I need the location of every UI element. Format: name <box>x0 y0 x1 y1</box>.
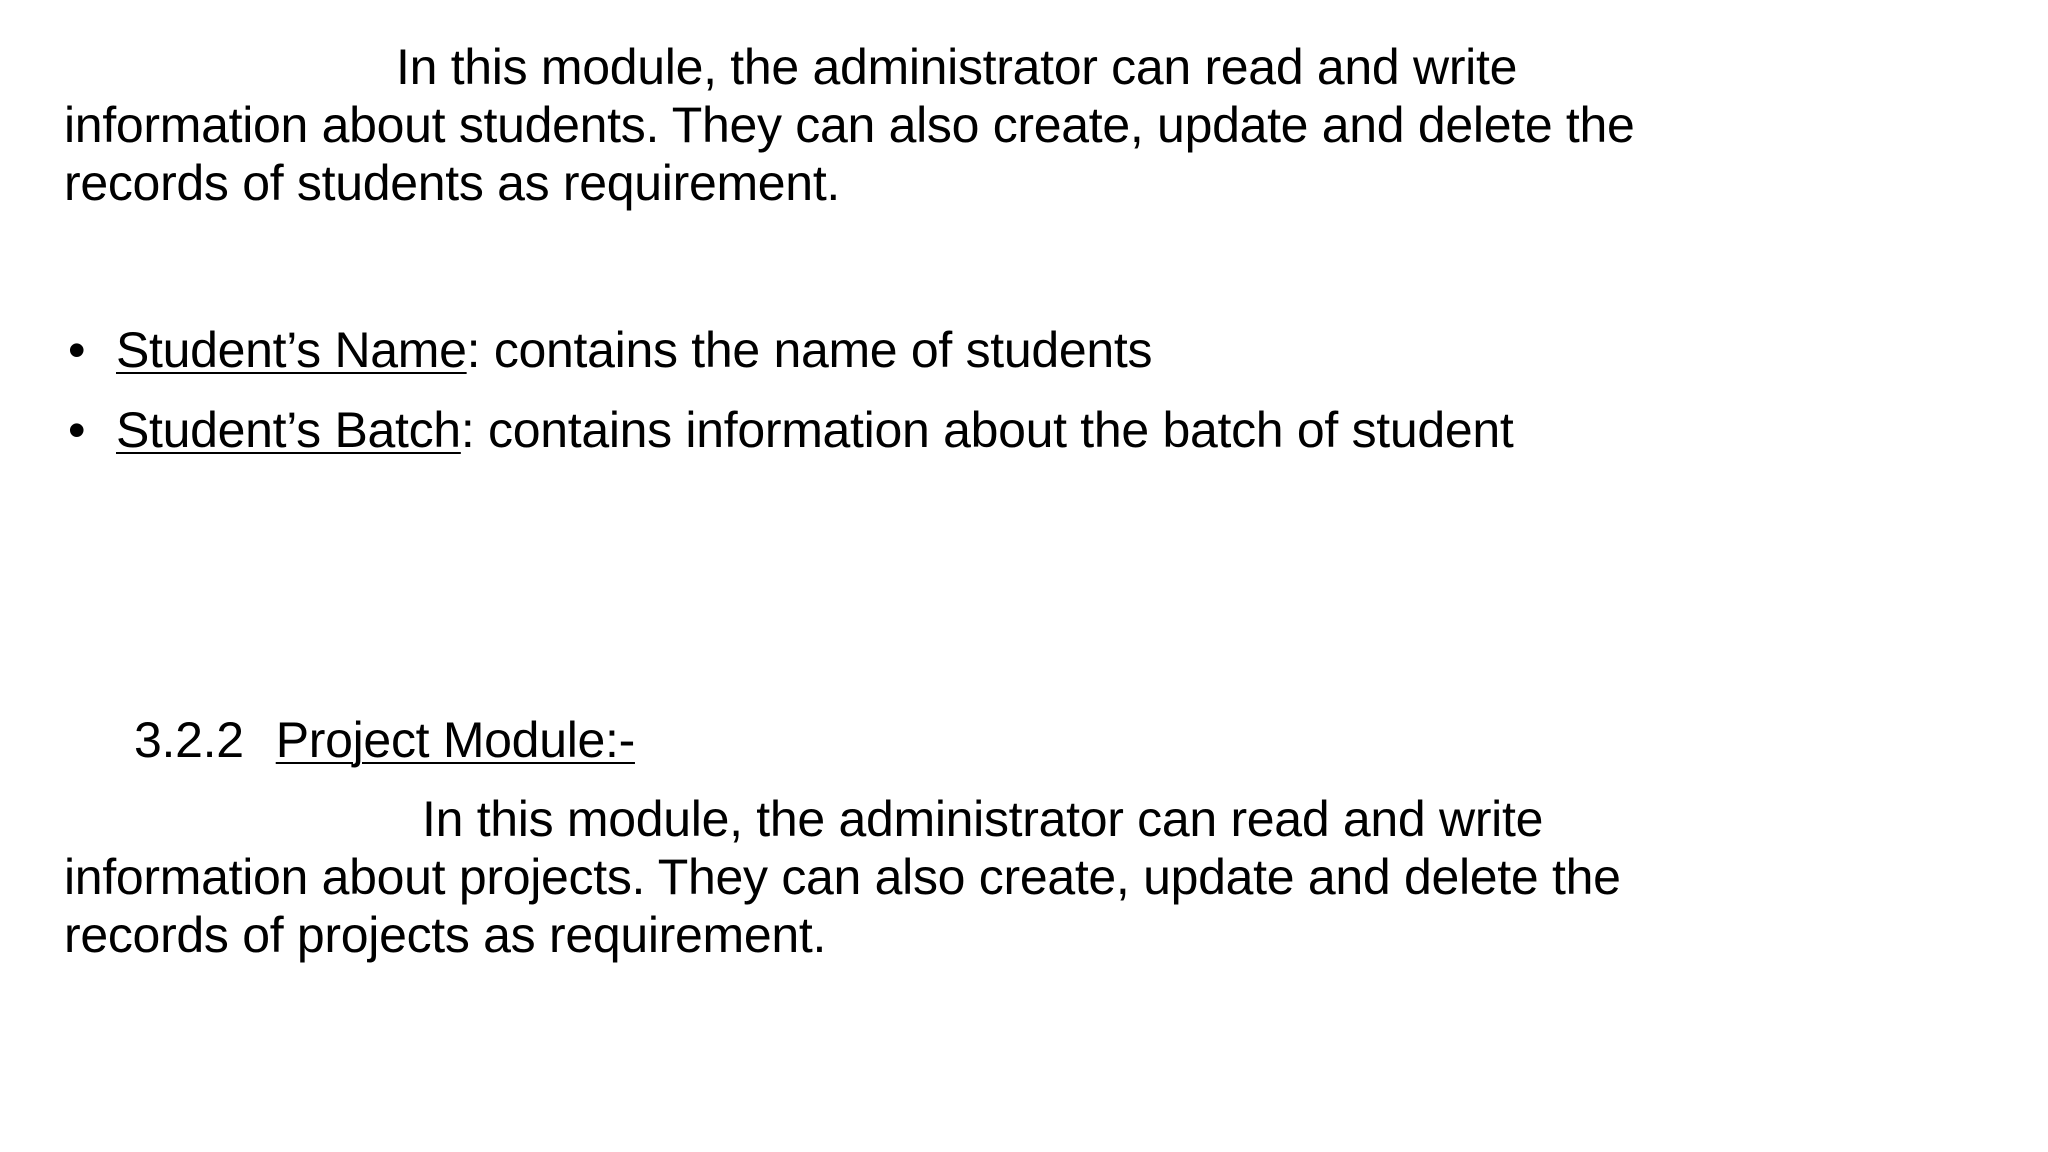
field-description: : contains the name of students <box>466 322 1153 378</box>
projects-module-paragraph <box>64 790 1964 964</box>
section-heading <box>134 705 635 775</box>
bullet-icon: • <box>68 402 86 458</box>
bullet-icon: • <box>68 322 86 378</box>
paragraph-line: records of projects as requirement. <box>64 907 827 963</box>
paragraph-line: information about students. They can also create, update and delete the <box>64 97 1635 153</box>
students-module-paragraph <box>64 38 1964 212</box>
list-item-student-name <box>64 310 1514 390</box>
student-fields-list <box>64 310 1514 470</box>
field-term: Student’s Name <box>116 322 467 378</box>
list-item-student-batch <box>64 390 1514 470</box>
section-title: Project Module:- <box>275 712 635 768</box>
paragraph-line: information about projects. They can also create, update and delete the <box>64 849 1621 905</box>
section-number: 3.2.2 <box>134 712 244 768</box>
paragraph-line: records of students as requirement. <box>64 155 840 211</box>
field-term: Student’s Batch <box>116 402 461 458</box>
field-description: : contains information about the batch of student <box>460 402 1514 458</box>
paragraph-line: In this module, the administrator can read and write <box>422 791 1544 847</box>
paragraph-line: In this module, the administrator can read and write <box>396 39 1518 95</box>
